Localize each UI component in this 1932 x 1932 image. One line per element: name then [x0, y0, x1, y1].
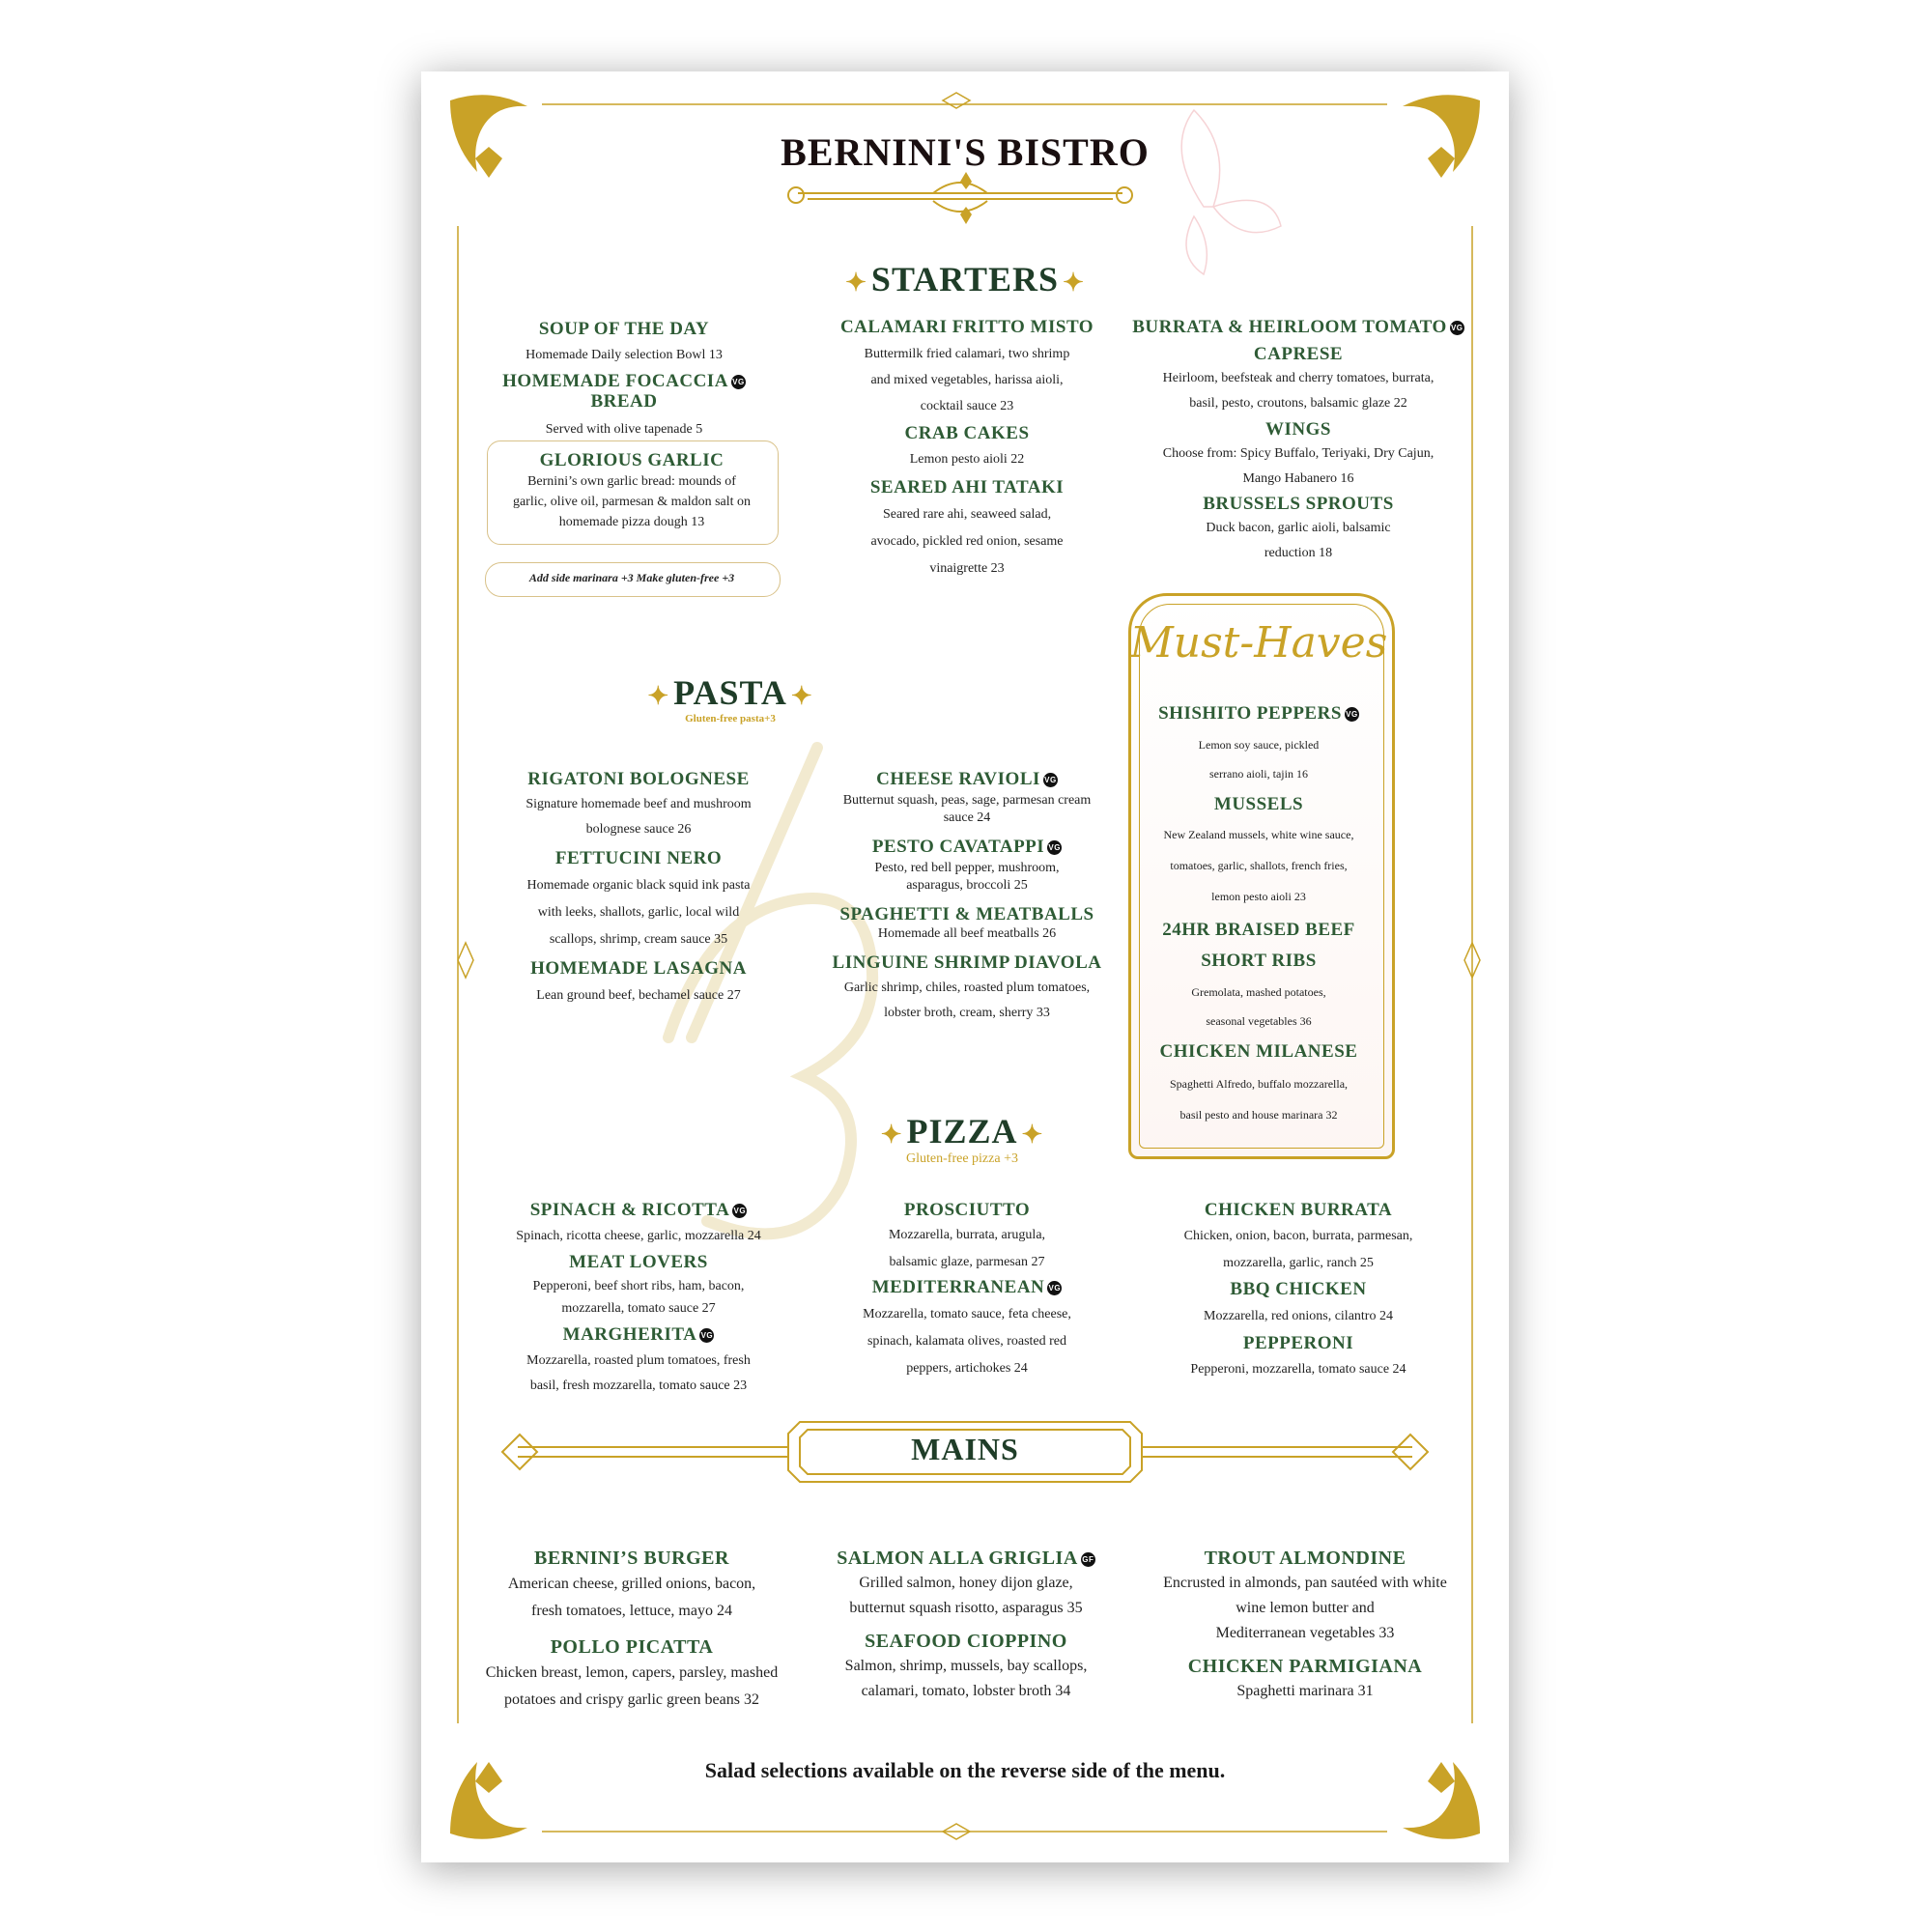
item-title: CRAB CAKES [904, 423, 1030, 443]
item-desc: Homemade organic black squid ink pasta [526, 878, 751, 893]
item-desc: Duck bacon, garlic aioli, balsamic [1206, 521, 1391, 535]
gluten-free-badge-icon: GF [1081, 1552, 1095, 1567]
item-desc: Pepperoni, mozzarella, tomato sauce 24 [1190, 1362, 1406, 1377]
menu-page [421, 71, 1509, 1862]
item-desc: bolognese sauce 26 [585, 822, 692, 837]
item-title: FETTUCINI NERO [554, 848, 723, 868]
item-desc: lemon pesto aioli 23 [1211, 890, 1306, 903]
item-title: MEDITERRANEAN VG [871, 1277, 1062, 1297]
item-title: BREAD [590, 391, 658, 412]
item-desc: Pesto, red bell pepper, mushroom, [874, 861, 1060, 875]
must-haves-heading: Must-Haves [1129, 618, 1388, 668]
item-title: HOMEMADE LASAGNA [530, 958, 747, 979]
item-desc: basil, fresh mozzarella, tomato sauce 23 [529, 1378, 748, 1393]
item-desc: butternut squash risotto, asparagus 35 [849, 1600, 1083, 1616]
item-title: CAPRESE [1253, 344, 1344, 364]
item-title: CHEESE RAVIOLI VG [876, 769, 1057, 789]
item-desc: Mozzarella, burrata, arugula, [888, 1228, 1046, 1242]
item-title: SPAGHETTI & MEATBALLS [839, 904, 1094, 924]
item-desc: balsamic glaze, parmesan 27 [889, 1255, 1045, 1269]
item-desc: wine lemon butter and [1236, 1600, 1375, 1616]
item-desc: Salmon, shrimp, mussels, bay scallops, [844, 1658, 1088, 1674]
footer-note: Salad selections available on the reverse side of the menu. [704, 1758, 1226, 1782]
item-desc: Mozzarella, red onions, cilantro 24 [1204, 1309, 1393, 1323]
pasta-note: Gluten-free pasta+3 [685, 713, 776, 724]
item-desc: seasonal vegetables 36 [1206, 1014, 1312, 1028]
item-title: TROUT ALMONDINE [1204, 1548, 1406, 1569]
item-desc: Mozzarella, roasted plum tomatoes, fresh [526, 1353, 751, 1368]
vegetarian-badge-icon: VG [1047, 840, 1062, 855]
item-title: BURRATA & HEIRLOOM TOMATO VG [1132, 317, 1463, 337]
item-desc: Encrusted in almonds, pan sautéed with white [1163, 1575, 1447, 1591]
item-desc: sauce 24 [943, 810, 991, 825]
sparkle-icon: ✦ [1021, 1120, 1044, 1149]
item-title: PEPPERONI [1242, 1333, 1354, 1353]
addons-note: Add side marinara +3 Make gluten-free +3 [528, 571, 735, 584]
item-title: CALAMARI FRITTO MISTO [839, 317, 1094, 337]
item-title: MARGHERITA VG [562, 1324, 714, 1345]
item-desc: Served with olive tapenade 5 [545, 422, 703, 437]
item-desc: garlic, olive oil, parmesan & maldon salt on [512, 495, 752, 509]
item-title: 24HR BRAISED BEEF [1162, 920, 1355, 940]
item-desc: potatoes and crispy garlic green beans 32 [504, 1691, 759, 1708]
item-desc: cocktail sauce 23 [920, 399, 1014, 413]
item-desc: reduction 18 [1264, 546, 1333, 560]
item-desc: tomatoes, garlic, shallots, french fries, [1170, 859, 1348, 872]
restaurant-title: BERNINI'S BISTRO [781, 130, 1150, 174]
item-desc: Seared rare ahi, seaweed salad, [882, 507, 1052, 522]
vegetarian-badge-icon: VG [699, 1328, 714, 1343]
item-title: PROSCIUTTO [903, 1200, 1031, 1220]
sparkle-icon: ✦ [1063, 268, 1085, 297]
sparkle-icon: ✦ [845, 268, 867, 297]
item-title: MUSSELS [1213, 794, 1304, 814]
item-title: WINGS [1265, 419, 1331, 440]
item-title: SHISHITO PEPPERS VG [1158, 703, 1358, 724]
item-title: SEAFOOD CIOPPINO [865, 1631, 1067, 1652]
item-desc: Heirloom, beefsteak and cherry tomatoes, burrata, [1162, 371, 1435, 385]
item-desc: Lean ground beef, bechamel sauce 27 [536, 988, 741, 1003]
item-title: BBQ CHICKEN [1230, 1279, 1367, 1299]
item-desc: homemade pizza dough 13 [558, 515, 705, 529]
item-title: MEAT LOVERS [569, 1252, 708, 1272]
item-desc: vinaigrette 23 [929, 561, 1005, 576]
item-desc: Homemade all beef meatballs 26 [877, 926, 1057, 941]
item-title: BERNINI’S BURGER [534, 1548, 729, 1569]
item-desc: Spaghetti Alfredo, buffalo mozzarella, [1169, 1077, 1349, 1091]
item-desc: peppers, artichokes 24 [906, 1361, 1028, 1376]
vegetarian-badge-icon: VG [1450, 321, 1464, 335]
mains-heading: MAINS [911, 1432, 1019, 1466]
item-desc: Buttermilk fried calamari, two shrimp [864, 347, 1070, 361]
item-desc: basil, pesto, croutons, balsamic glaze 22 [1189, 396, 1407, 411]
item-title: POLLO PICATTA [550, 1636, 714, 1658]
item-desc: Mozzarella, tomato sauce, feta cheese, [863, 1307, 1071, 1321]
item-desc: Signature homemade beef and mushroom [526, 797, 752, 811]
item-desc: Lemon pesto aioli 22 [909, 452, 1025, 467]
vegetarian-badge-icon: VG [1047, 1281, 1062, 1295]
item-desc: mozzarella, garlic, ranch 25 [1223, 1256, 1374, 1270]
item-desc: with leeks, shallots, garlic, local wild [537, 905, 740, 920]
vegetarian-badge-icon: VG [1043, 773, 1058, 787]
sparkle-icon: ✦ [880, 1120, 903, 1149]
item-desc: Choose from: Spicy Buffalo, Teriyaki, Dry Cajun, [1162, 446, 1435, 461]
item-desc: and mixed vegetables, harissa aioli, [870, 373, 1064, 387]
pizza-heading: ✦ PIZZA ✦ [880, 1112, 1044, 1151]
item-desc: calamari, tomato, lobster broth 34 [861, 1683, 1071, 1699]
vegetarian-badge-icon: VG [732, 1204, 747, 1218]
item-title: SEARED AHI TATAKI [869, 477, 1065, 497]
item-title: SALMON ALLA GRIGLIA GF [837, 1548, 1094, 1569]
item-title: CHICKEN MILANESE [1159, 1041, 1358, 1062]
item-desc: Gremolata, mashed potatoes, [1191, 985, 1326, 999]
item-title: GLORIOUS GARLIC [539, 450, 724, 470]
item-title: SPINACH & RICOTTA VG [529, 1200, 747, 1220]
item-desc: serrano aioli, tajin 16 [1209, 767, 1308, 781]
item-desc: Spaghetti marinara 31 [1236, 1683, 1374, 1699]
vegetarian-badge-icon: VG [1345, 707, 1359, 722]
item-desc: mozzarella, tomato sauce 27 [561, 1301, 716, 1316]
pizza-note: Gluten-free pizza +3 [906, 1151, 1018, 1166]
item-title: SHORT RIBS [1201, 951, 1317, 971]
item-desc: Homemade Daily selection Bowl 13 [526, 348, 723, 362]
item-title: BRUSSELS SPROUTS [1203, 494, 1394, 514]
item-desc: fresh tomatoes, lettuce, mayo 24 [531, 1603, 732, 1619]
item-desc: Bernini’s own garlic bread: mounds of [527, 474, 736, 489]
item-desc: Chicken breast, lemon, capers, parsley, mashed [485, 1664, 779, 1681]
item-desc: Lemon soy sauce, pickled [1198, 738, 1320, 752]
item-desc: asparagus, broccoli 25 [906, 878, 1028, 893]
item-desc: American cheese, grilled onions, bacon, [507, 1576, 756, 1592]
item-desc: basil pesto and house marinara 32 [1179, 1108, 1338, 1122]
item-desc: Pepperoni, beef short ribs, ham, bacon, [532, 1279, 745, 1293]
item-desc: Chicken, onion, bacon, burrata, parmesan, [1183, 1229, 1413, 1243]
item-desc: Grilled salmon, honey dijon glaze, [859, 1575, 1073, 1591]
item-desc: New Zealand mussels, white wine sauce, [1163, 828, 1354, 841]
pasta-heading: ✦ PASTA ✦ [647, 673, 813, 712]
item-title: SOUP OF THE DAY [538, 319, 710, 339]
item-title: PESTO CAVATAPPI VG [871, 837, 1061, 857]
item-desc: avocado, pickled red onion, sesame [870, 534, 1064, 549]
vegetarian-badge-icon: VG [731, 375, 746, 389]
item-title: LINGUINE SHRIMP DIAVOLA [832, 952, 1102, 973]
item-desc: Mediterranean vegetables 33 [1215, 1625, 1395, 1641]
item-desc: lobster broth, cream, sherry 33 [884, 1006, 1050, 1020]
item-desc: spinach, kalamata olives, roasted red [867, 1334, 1067, 1349]
sparkle-icon: ✦ [790, 681, 813, 710]
item-desc: Mango Habanero 16 [1242, 471, 1354, 486]
item-title: CHICKEN BURRATA [1204, 1200, 1393, 1220]
starters-heading: ✦ STARTERS ✦ [845, 260, 1085, 298]
item-title: RIGATONI BOLOGNESE [527, 769, 750, 789]
sparkle-icon: ✦ [647, 681, 670, 710]
item-title: HOMEMADE FOCACCIA VG [502, 371, 745, 391]
item-desc: Garlic shrimp, chiles, roasted plum tomatoes, [843, 980, 1091, 995]
item-desc: scallops, shrimp, cream sauce 35 [549, 932, 728, 947]
item-title: CHICKEN PARMIGIANA [1187, 1656, 1423, 1677]
item-desc: Butternut squash, peas, sage, parmesan cream [842, 793, 1092, 808]
item-desc: Spinach, ricotta cheese, garlic, mozzarella 24 [516, 1229, 761, 1243]
